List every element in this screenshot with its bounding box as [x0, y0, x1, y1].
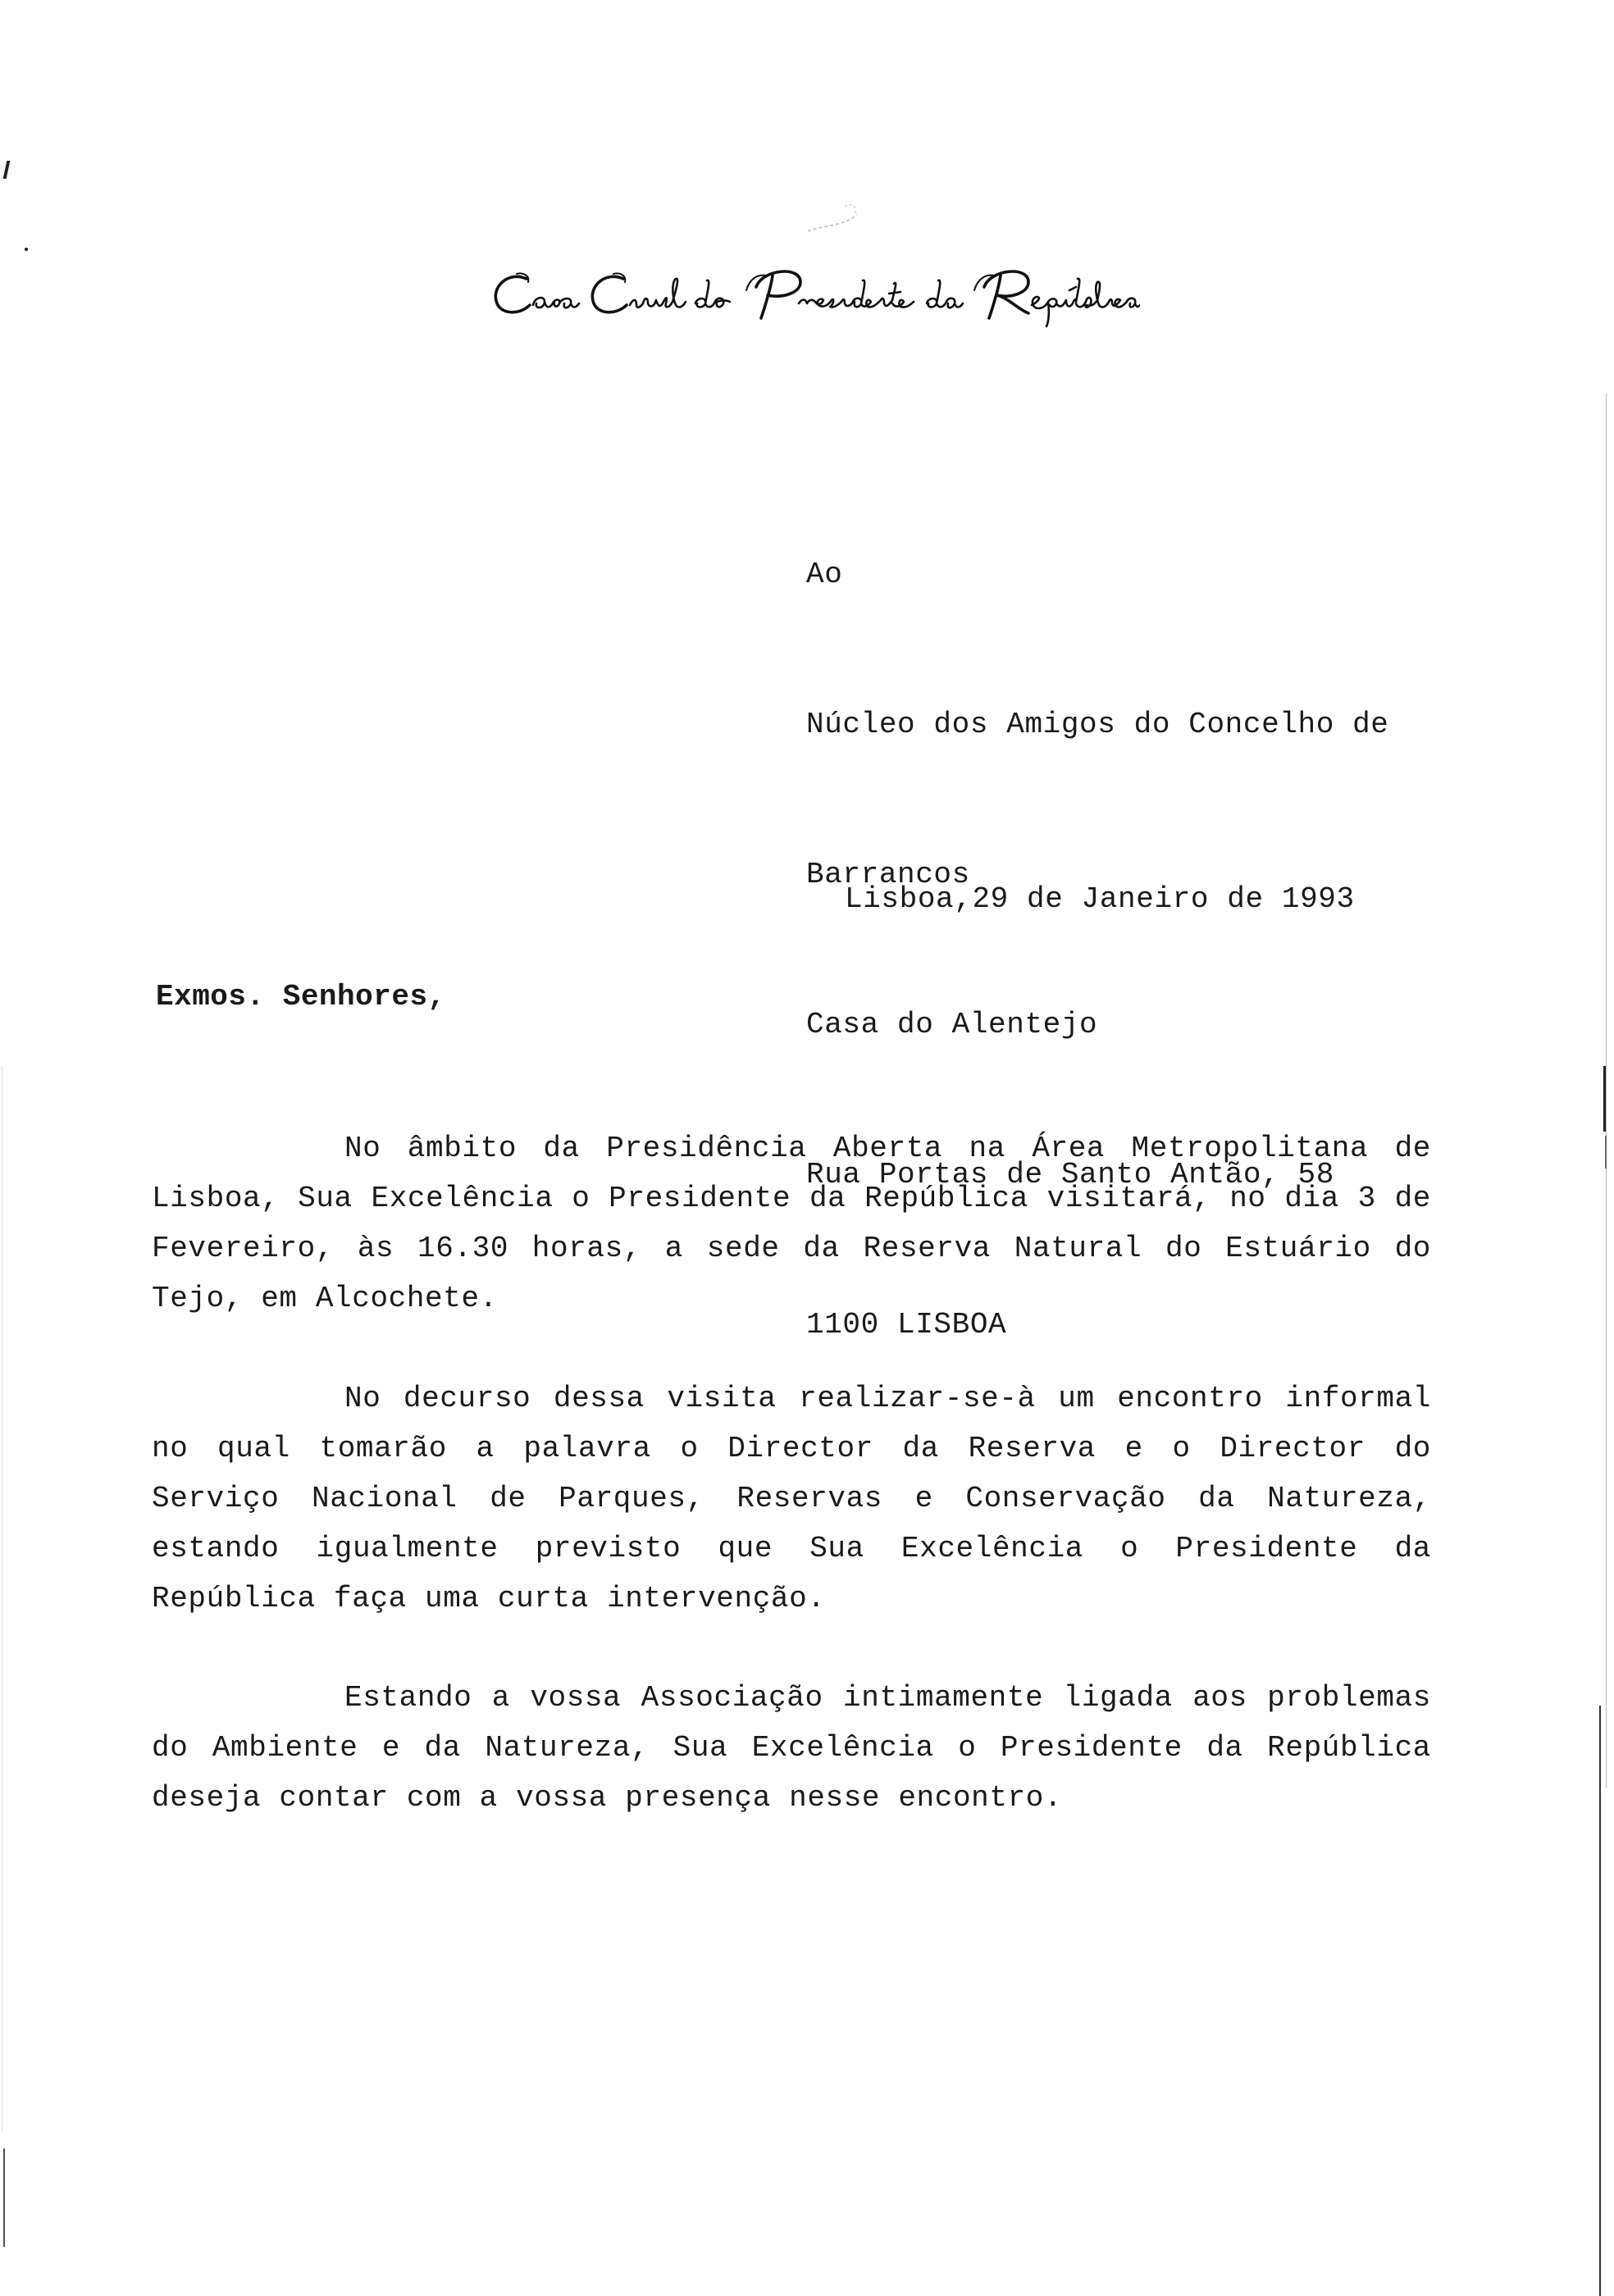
- salutation: Exmos. Senhores,: [156, 980, 446, 1014]
- letterhead-script-logo: [484, 254, 1140, 336]
- scan-edge-line: [1606, 394, 1607, 1788]
- paragraph-text: Estando a vossa Associação intimamente ligada aos problemas do Ambiente e da Natureza, Sua Excelência o Presidente da República deseja contar com a vossa presença nesse encontro.: [152, 1681, 1431, 1815]
- paragraph-text: No âmbito da Presidência Aberta na Área Metropolitana de Lisboa, Sua Excelência o Presidente da República visitará, no dia 3 de Fevereiro, às 16.30 horas, a sede da Reserva Natural do Estuário do Tejo, em Alcochete.: [152, 1132, 1431, 1315]
- addressee-line: 1100 LISBOA: [806, 1308, 1007, 1342]
- scan-edge-mark: [3, 2148, 5, 2247]
- paragraph-text: No decurso dessa visita realizar-se-à um encontro informal no qual tomarão a palavra o Director da Reserva e o Director do Serviço Nacional de Parques, Reservas e Conservação da Natureza, estando igualmente previsto que Sua Excelência o Presidente da República faça uma curta intervenção.: [152, 1382, 1431, 1615]
- body-paragraph-1: [152, 1123, 1431, 1323]
- body-paragraph-3: [152, 1673, 1431, 1823]
- addressee-line: Ao: [806, 558, 843, 591]
- addressee-line: Barrancos: [806, 858, 970, 891]
- date-line: Lisboa,29 de Janeiro de 1993: [845, 882, 1355, 916]
- faint-stamp-mark: [800, 190, 873, 239]
- scan-mark: [3, 161, 11, 179]
- scan-dot: [25, 248, 28, 251]
- letterhead: [484, 254, 1140, 336]
- scan-edge-mark: [1599, 1706, 1601, 2296]
- scan-edge-mark: [1605, 1136, 1607, 1168]
- addressee-line: Núcleo dos Amigos do Concelho de: [806, 708, 1389, 741]
- scan-edge-mark: [1603, 1066, 1606, 1132]
- body-paragraph-2: [152, 1374, 1431, 1624]
- addressee-line: Rua Portas de Santo Antão, 58: [806, 1158, 1334, 1191]
- addressee-line: Casa do Alentejo: [806, 1008, 1098, 1041]
